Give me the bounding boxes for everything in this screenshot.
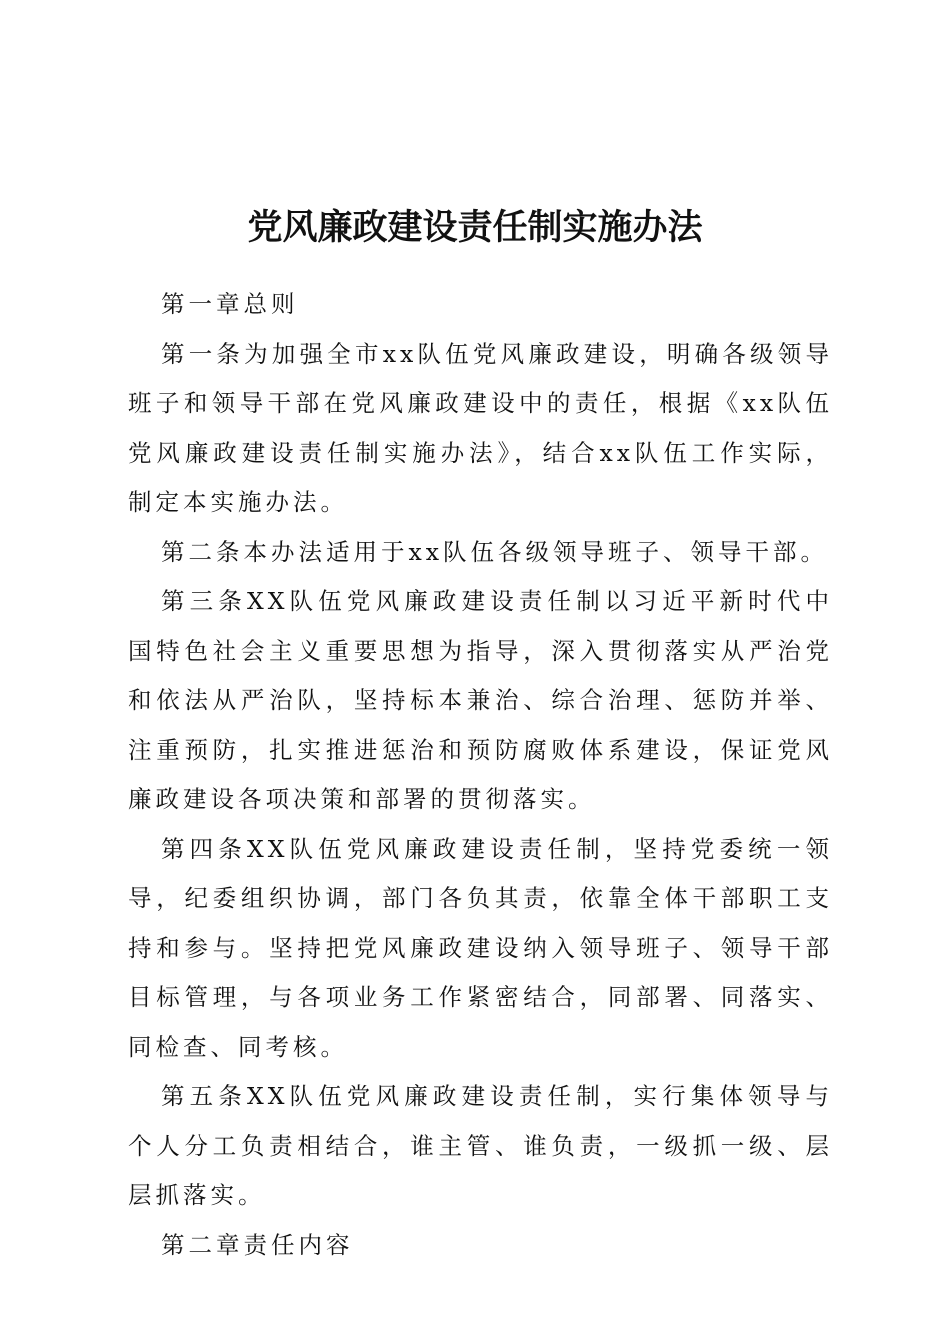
article-paragraph: 第五条XX队伍党风廉政建设责任制，实行集体领导与个人分工负责相结合，谁主管、谁负责，一级抓一级、层层抓落实。	[128, 1082, 833, 1209]
document-body	[128, 280, 833, 1270]
article-paragraph: 第四条XX队伍党风廉政建设责任制，坚持党委统一领导，纪委组织协调，部门各负其责，依靠全体干部职工支持和参与。坚持把党风廉政建设纳入领导班子、领导干部目标管理，与各项业务工作紧密结合，同部署、同落实、同检查、同考核。	[128, 834, 833, 1061]
article-paragraph: 第三条XX队伍党风廉政建设责任制以习近平新时代中国特色社会主义重要思想为指导，深入贯彻落实从严治党和依法从严治队，坚持标本兼治、综合治理、惩防并举、注重预防，扎实推进惩治和预防腐败体系建设，保证党风廉政建设各项决策和部署的贯彻落实。	[128, 587, 833, 813]
article-paragraph: 第一条为加强全市xx队伍党风廉政建设，明确各级领导班子和领导干部在党风廉政建设中的责任，根据《xx队伍党风廉政建设责任制实施办法》，结合xx队伍工作实际，制定本实施办法。	[128, 339, 833, 516]
chapter-heading-general: 第一章总则	[161, 290, 299, 318]
article-paragraph: 第二条本办法适用于xx队伍各级领导班子、领导干部。	[161, 537, 829, 566]
document-title: 党风廉政建设责任制实施办法	[247, 207, 703, 248]
chapter-heading-responsibility: 第二章责任内容	[161, 1230, 354, 1259]
